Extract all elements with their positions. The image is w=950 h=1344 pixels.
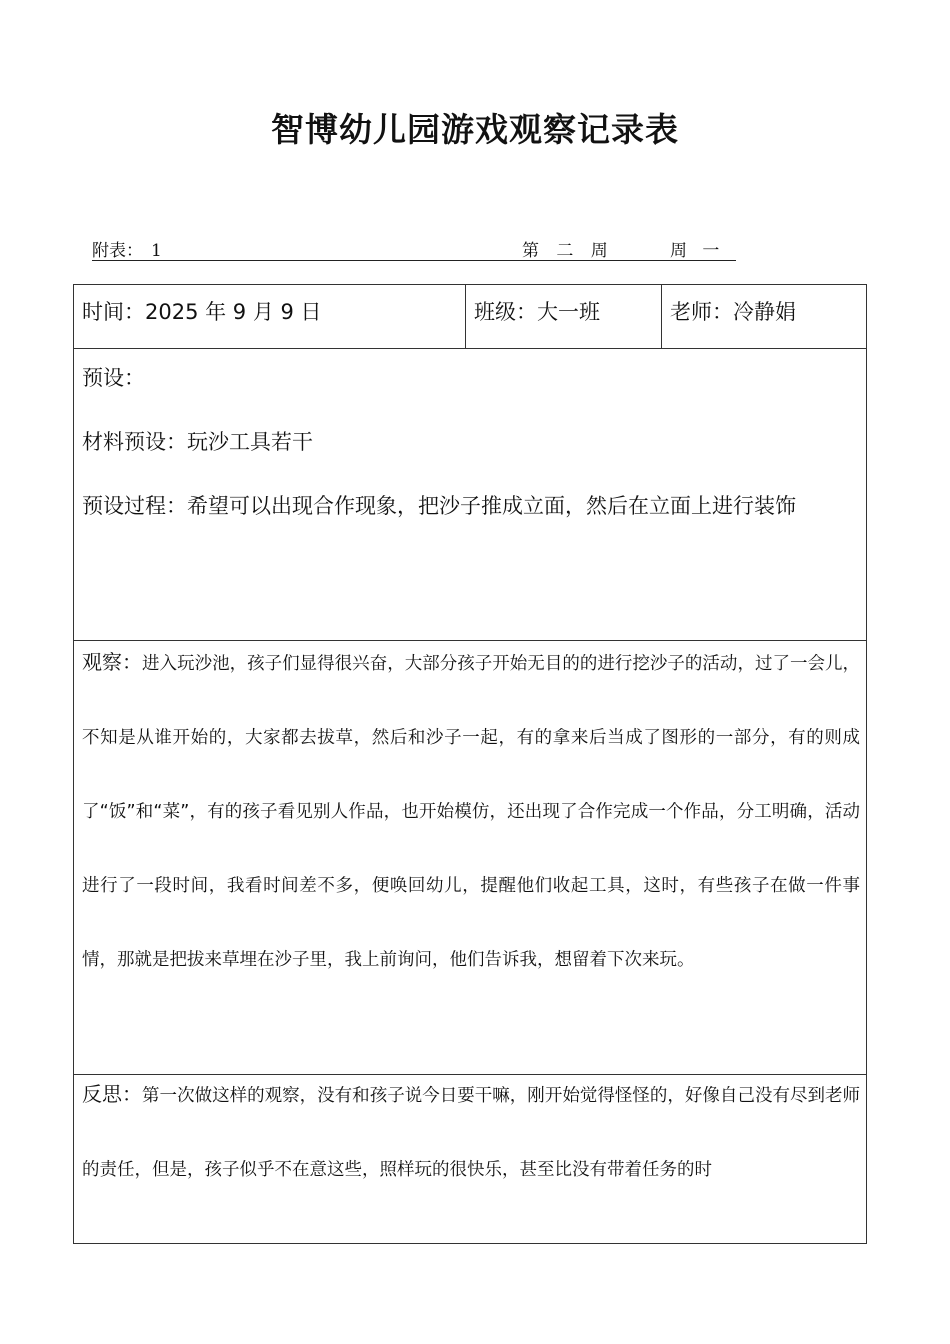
observation-text: 进入玩沙池，孩子们显得很兴奋，大部分孩子开始无目的的进行挖沙子的活动，过了一会儿，不知是从谁开始的，大家都去拔草，然后和沙子一起，有的拿来后当成了图形的一部分，有的则成了“饭”和“菜”，有的孩子看见别人作品，也开始模仿，还出现了合作完成一个作品，分工明确，活动进行了一段时间，我看时间差不多，便唤回幼儿，提醒他们收起工具，这时，有些孩子在做一件事情，那就是把拔来草埋在沙子里，我上前询问，他们告诉我，想留着下次来玩。 [82, 654, 861, 970]
reflection-text: 第一次做这样的观察，没有和孩子说今日要干嘛，刚开始觉得怪怪的，好像自己没有尽到老师的责任，但是，孩子似乎不在意这些，照样玩的很快乐，甚至比没有带着任务的时 [82, 1086, 861, 1180]
teacher-cell: 老师：冷静娟 [670, 300, 796, 324]
page-title: 智博幼儿园游戏观察记录表 [271, 110, 679, 149]
class-cell: 班级：大一班 [466, 285, 662, 348]
time-cell: 时间：2025 年 9 月 9 日 [74, 285, 466, 348]
preset-process: 预设过程：希望可以出现合作现象，把沙子推成立面，然后在立面上进行装饰 [82, 494, 796, 518]
preset-materials: 材料预设：玩沙工具若干 [82, 430, 313, 454]
observation-section [74, 641, 866, 1075]
week-label: 第 二 周 [522, 241, 608, 261]
reflection-section [74, 1075, 866, 1243]
observation-paragraph [82, 625, 860, 997]
attachment-number: 1 [151, 241, 162, 261]
info-row [74, 285, 866, 349]
reflection-label: 反思： [82, 1082, 143, 1106]
observation-label: 观察： [82, 650, 143, 674]
preset-heading: 预设： [82, 366, 145, 390]
record-table [73, 284, 867, 1244]
attachment-label: 附表： 1 [92, 241, 162, 261]
header-line [92, 236, 736, 261]
preset-section [74, 348, 866, 641]
day-label: 周 一 [670, 241, 720, 261]
reflection-paragraph [82, 1057, 860, 1207]
